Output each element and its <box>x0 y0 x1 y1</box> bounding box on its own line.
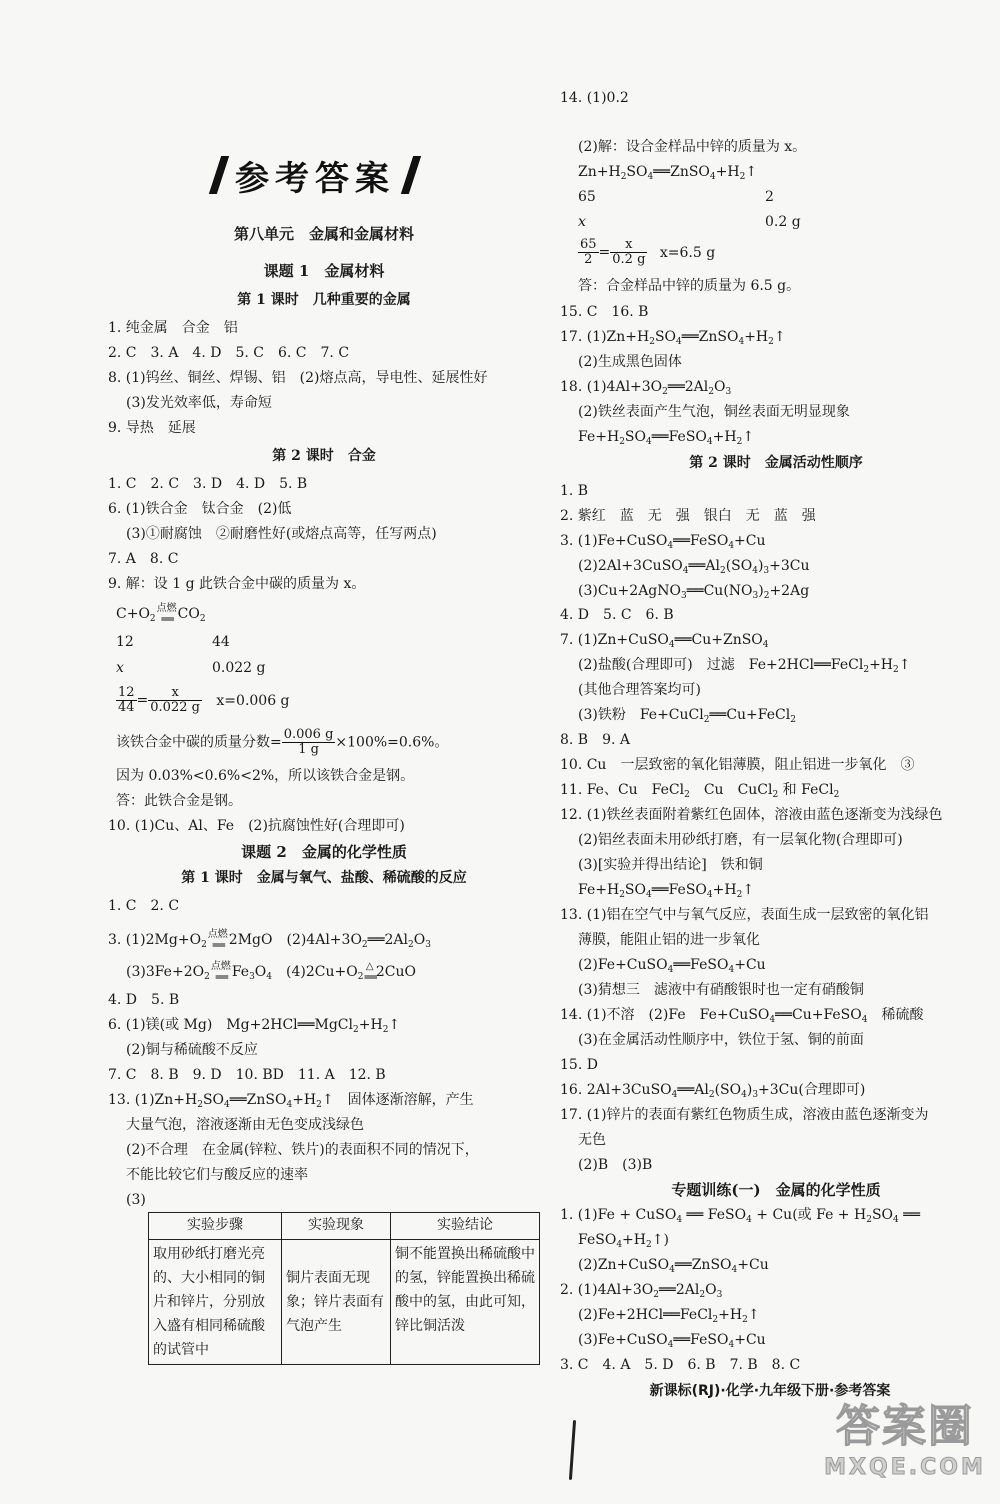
q9-proportion: $\frac{12}{44}$ = $\frac{x}{0.022 g}$ x=0.006 g <box>118 685 290 715</box>
table-header-cell: 实验现象 <box>282 1213 391 1240</box>
answer-line-7d: (3)铁粉 Fe+CuCl$_2$══Cu+FeCl$_2$ <box>578 707 796 725</box>
answer-line: 8. B 9. A <box>560 732 631 748</box>
answer-line-18a: 18. $(1)4Al+3O_2══2Al_2O_3$ <box>560 379 732 397</box>
table-row <box>149 1240 540 1365</box>
answer-line: 答：合金样品中锌的质量为 6.5 g。 <box>578 278 801 294</box>
answer-line: 2. 紫红 蓝 无 强 银白 无 蓝 强 <box>560 508 816 524</box>
pen-mark <box>569 1420 576 1480</box>
watermark-text: 答案圈 <box>836 1401 974 1452</box>
answer-line: (2)铁丝表面产生气泡，铜丝表面无明显现象 <box>578 404 850 420</box>
answer-line: 2. C 3. A 4. D 5. C 6. C 7. C <box>108 345 350 361</box>
equation-c-o2: $C+O_2$ 点燃 ══ $CO_2$ <box>116 603 206 626</box>
t1-lesson2-heading: 第 2 课时 合金 <box>272 448 376 464</box>
page-footer: 新课标(RJ)·化学·九年级下册·参考答案 <box>649 1383 891 1399</box>
answer-line-3c: $(3)Cu+2AgNO_3══Cu(NO_3)_2+2Ag$ <box>578 583 810 601</box>
answer-line-16: 16. $2Al+3CuSO_4══Al_2(SO_4)_3+3Cu$(合理即可) <box>560 1082 866 1100</box>
experiment-table <box>148 1212 540 1365</box>
watermark-logo <box>820 1400 990 1496</box>
q14-var-x: x <box>578 214 586 230</box>
special-training-heading: 专题训练(一) 金属的化学性质 <box>671 1181 881 1199</box>
answer-line: (3)①耐腐蚀 ②耐磨性好(或熔点高等，任写两点) <box>126 526 437 542</box>
t1-lesson1-heading: 第 1 课时 几种重要的金属 <box>237 292 411 308</box>
fraction: $\frac{x}{0.2 g}$ <box>612 237 646 267</box>
answer-line-3a: 3. $(1)2Mg+O_2$ 点燃 ══ 2MgO $(2)4Al+3O_2══2Al_2O_3$ <box>108 929 431 952</box>
table-cell-step: 取用砂纸打磨光亮的、大小相同的铜片和锌片，分别放入盛有相同稀硫酸的试管中 <box>149 1240 282 1365</box>
table-cell-phenomenon: 铜片表面无现象；锌片表面有气泡产生 <box>282 1240 391 1365</box>
answer-line: 9. 导热 延展 <box>108 420 196 436</box>
answer-line: (3)在金属活动性顺序中，铁位于氢、铜的前面 <box>578 1032 864 1048</box>
reaction-condition: △ ══ <box>364 961 375 984</box>
table-header-cell: 实验结论 <box>391 1213 540 1240</box>
answer-line: 4. D 5. B <box>108 992 180 1008</box>
table-header-cell: 实验步骤 <box>149 1213 282 1240</box>
answer-line: 薄膜，能阻止铝的进一步氧化 <box>578 932 760 948</box>
reaction-condition: 点燃 ══ <box>210 961 231 984</box>
answer-line-13c: (2)Fe+CuSO$_4$══FeSO$_4$+Cu <box>578 957 766 975</box>
topic1-heading: 课题 1 金属材料 <box>263 262 385 280</box>
q9-mass-44: 44 <box>212 634 230 650</box>
q14-value: 0.2 g <box>765 214 801 230</box>
answer-line: (2)解：设合金样品中锌的质量为 x。 <box>578 139 807 155</box>
answer-line: 10. Cu 一层致密的氧化铝薄膜，阻止铝进一步氧化 ③ <box>560 757 915 773</box>
equation-zn-h2so4: $Zn+H_2SO_4══ZnSO_4+H_2↑$ <box>578 164 758 182</box>
fraction: $\frac{x}{0.022 g}$ <box>150 685 200 715</box>
answer-line: 1. C 2. C <box>108 898 180 914</box>
answer-line-3b: $(3)3Fe+2O_2$ 点燃 ══ $Fe_3O_4$ $(4)2Cu+O_2$ △ ══ 2CuO <box>126 961 417 984</box>
answer-line-sp1c: (2)Zn+CuSO$_4$══ZnSO$_4$+Cu <box>578 1257 769 1275</box>
answer-line: 大量气泡，溶液逐渐由无色变成浅绿色 <box>126 1117 364 1133</box>
answer-line: 15. C 16. B <box>560 304 649 320</box>
answer-line: 答：此铁合金是钢。 <box>116 793 242 809</box>
q9-var-x: x <box>116 660 124 676</box>
answer-line: 13. (1)铝在空气中与氧气反应，表面生成一层致密的氧化铝 <box>560 907 929 923</box>
answer-line-3b: $(2)2Al+3CuSO_4══Al_2(SO_4)_3+3Cu$ <box>578 558 810 576</box>
answer-line: 1. C 2. C 3. D 4. D 5. B <box>108 476 308 492</box>
answer-line-7b: (2)盐酸(合理即可) 过滤 $Fe+2HCl══FeCl_2+H_2↑$ <box>578 657 911 675</box>
answer-line: (3)发光效率低，寿命短 <box>126 395 272 411</box>
answer-line: (3)[实验并得出结论] 铁和铜 <box>578 857 763 873</box>
answer-line-18c: $Fe+H_2SO_4══FeSO_4+H_2↑$ <box>578 429 755 447</box>
answer-line: 1. B <box>560 483 589 499</box>
answer-line: 9. 解：设 1 g 此铁合金中碳的质量为 x。 <box>108 576 366 592</box>
answer-line-sp2c: (3)Fe+CuSO$_4$══FeSO$_4$+Cu <box>578 1332 766 1350</box>
answer-line: (2)不合理 在金属(锌粒、铁片)的表面积不同的情况下， <box>126 1142 479 1158</box>
answer-line: 1. 纯金属 合金 铝 <box>108 320 238 336</box>
lesson2-heading: 第 2 课时 金属活动性顺序 <box>689 455 863 471</box>
answer-line: (2)铝丝表面未用砂纸打磨，有一层氧化物(合理即可) <box>578 832 903 848</box>
answer-line-sp2b: $(2)Fe+2HCl══FeCl_2+H_2↑$ <box>578 1307 760 1325</box>
answer-line: 不能比较它们与酸反应的速率 <box>126 1167 308 1183</box>
answer-line-sp1b: $FeSO_4+H_2↑$) <box>578 1232 669 1250</box>
answer-line-3a: 3. (1)Fe+CuSO$_4$══FeSO$_4$+Cu <box>560 533 766 551</box>
topic2-heading: 课题 2 金属的化学性质 <box>241 843 407 861</box>
answer-line-14a: 14. (1)不溶 (2)Fe Fe+CuSO$_4$══Cu+FeSO$_4$ 稀硫酸 <box>560 1007 924 1025</box>
q9-mass-12: 12 <box>116 634 134 650</box>
answer-line-7a: 7. (1)Zn+CuSO$_4$══Cu+ZnSO$_4$ <box>560 632 769 650</box>
fraction: $\frac{12}{44}$ <box>118 685 135 715</box>
watermark-url: MXQE.COM <box>824 1455 986 1480</box>
answer-line: 17. (1)锌片的表面有紫红色物质生成，溶液由蓝色逐渐变为 <box>560 1107 929 1123</box>
answer-line: 6. (1)铁合金 钛合金 (2)低 <box>108 501 292 517</box>
answer-line-11: 11. Fe、Cu FeCl$_2$ Cu CuCl$_2$ 和 FeCl$_2$ <box>560 782 840 800</box>
reaction-condition: 点燃 ══ <box>156 603 177 626</box>
fraction: $\frac{65}{2}$ <box>580 237 597 267</box>
title-banner <box>190 152 440 198</box>
answer-line: (2)铜与稀硫酸不反应 <box>126 1042 258 1058</box>
answer-line-6a: 6. (1)镁(或 Mg) $Mg+2HCl══MgCl_2+H_2↑$ <box>108 1017 401 1035</box>
table-cell-conclusion: 铜不能置换出稀硫酸中的氢，锌能置换出稀硫酸中的氢，由此可知，锌比铜活泼 <box>391 1240 540 1365</box>
answer-line: 3. C 4. A 5. D 6. B 7. B 8. C <box>560 1357 801 1373</box>
answer-line-17a: 17. $(1)Zn+H_2SO_4══ZnSO_4+H_2↑$ <box>560 329 786 347</box>
answer-line: (3) <box>126 1192 146 1208</box>
reaction-condition: 点燃 ══ <box>207 929 228 952</box>
title-slash-right <box>401 156 421 194</box>
answer-line: 14. (1)0.2 <box>560 90 629 106</box>
answer-line-12d: $Fe+H_2SO_4══FeSO_4+H_2↑$ <box>578 882 755 900</box>
answer-line: 无色 <box>578 1132 606 1148</box>
fraction: $\frac{0.006 g}{1 g}$ <box>283 727 334 757</box>
answer-line: 7. C 8. B 9. D 10. BD 11. A 12. B <box>108 1067 386 1083</box>
answer-line-sp1a: 1. (1)Fe + CuSO$_4$ ══ FeSO$_4$ + Cu(或 $Fe + H_2SO_4$ ══ <box>560 1207 921 1225</box>
answer-line: 7. A 8. C <box>108 551 179 567</box>
q14-mass-2: 2 <box>765 189 774 205</box>
answer-line: 15. D <box>560 1057 598 1073</box>
answer-line: (3)猜想三 滤液中有硝酸银时也一定有硝酸铜 <box>578 982 864 998</box>
q14-mass-65: 65 <box>578 189 596 205</box>
q14-proportion: $\frac{65}{2}$ = $\frac{x}{0.2 g}$ x=6.5 g <box>580 237 716 267</box>
t2-lesson1-heading: 第 1 课时 金属与氧气、盐酸、稀硫酸的反应 <box>181 870 467 886</box>
answer-line: 12. (1)铁丝表面附着紫红色固体，溶液由蓝色逐渐变为浅绿色 <box>560 807 943 823</box>
q9-value: 0.022 g <box>212 660 266 676</box>
table-header-row <box>149 1213 540 1240</box>
answer-line-13a: 13. $(1)Zn+H_2SO_4══ZnSO_4+H_2↑$ 固体逐渐溶解，产生 <box>108 1092 474 1110</box>
answer-line: (2)B (3)B <box>578 1157 653 1173</box>
answer-line-sp2a: 2. $(1)4Al+3O_2══2Al_2O_3$ <box>560 1282 723 1300</box>
answer-line: 因为 0.03%<0.6%<2%，所以该铁合金是钢。 <box>116 768 415 784</box>
answer-line: 8. (1)钨丝、铜丝、焊锡、铝 (2)熔点高，导电性、延展性好 <box>108 370 488 386</box>
answer-line: 4. D 5. C 6. B <box>560 607 674 623</box>
answer-line: (其他合理答案均可) <box>578 682 701 698</box>
unit-heading: 第八单元 金属和金属材料 <box>233 225 414 243</box>
answer-line: (2)生成黑色固体 <box>578 354 682 370</box>
q9-mass-fraction: 该铁合金中碳的质量分数= $\frac{0.006 g}{1 g}$ ×100%=0.6%。 <box>116 727 449 757</box>
page-title: 参考答案 <box>235 158 395 199</box>
answer-line: 10. (1)Cu、Al、Fe (2)抗腐蚀性好(合理即可) <box>108 818 405 834</box>
title-slash-left <box>209 156 229 194</box>
